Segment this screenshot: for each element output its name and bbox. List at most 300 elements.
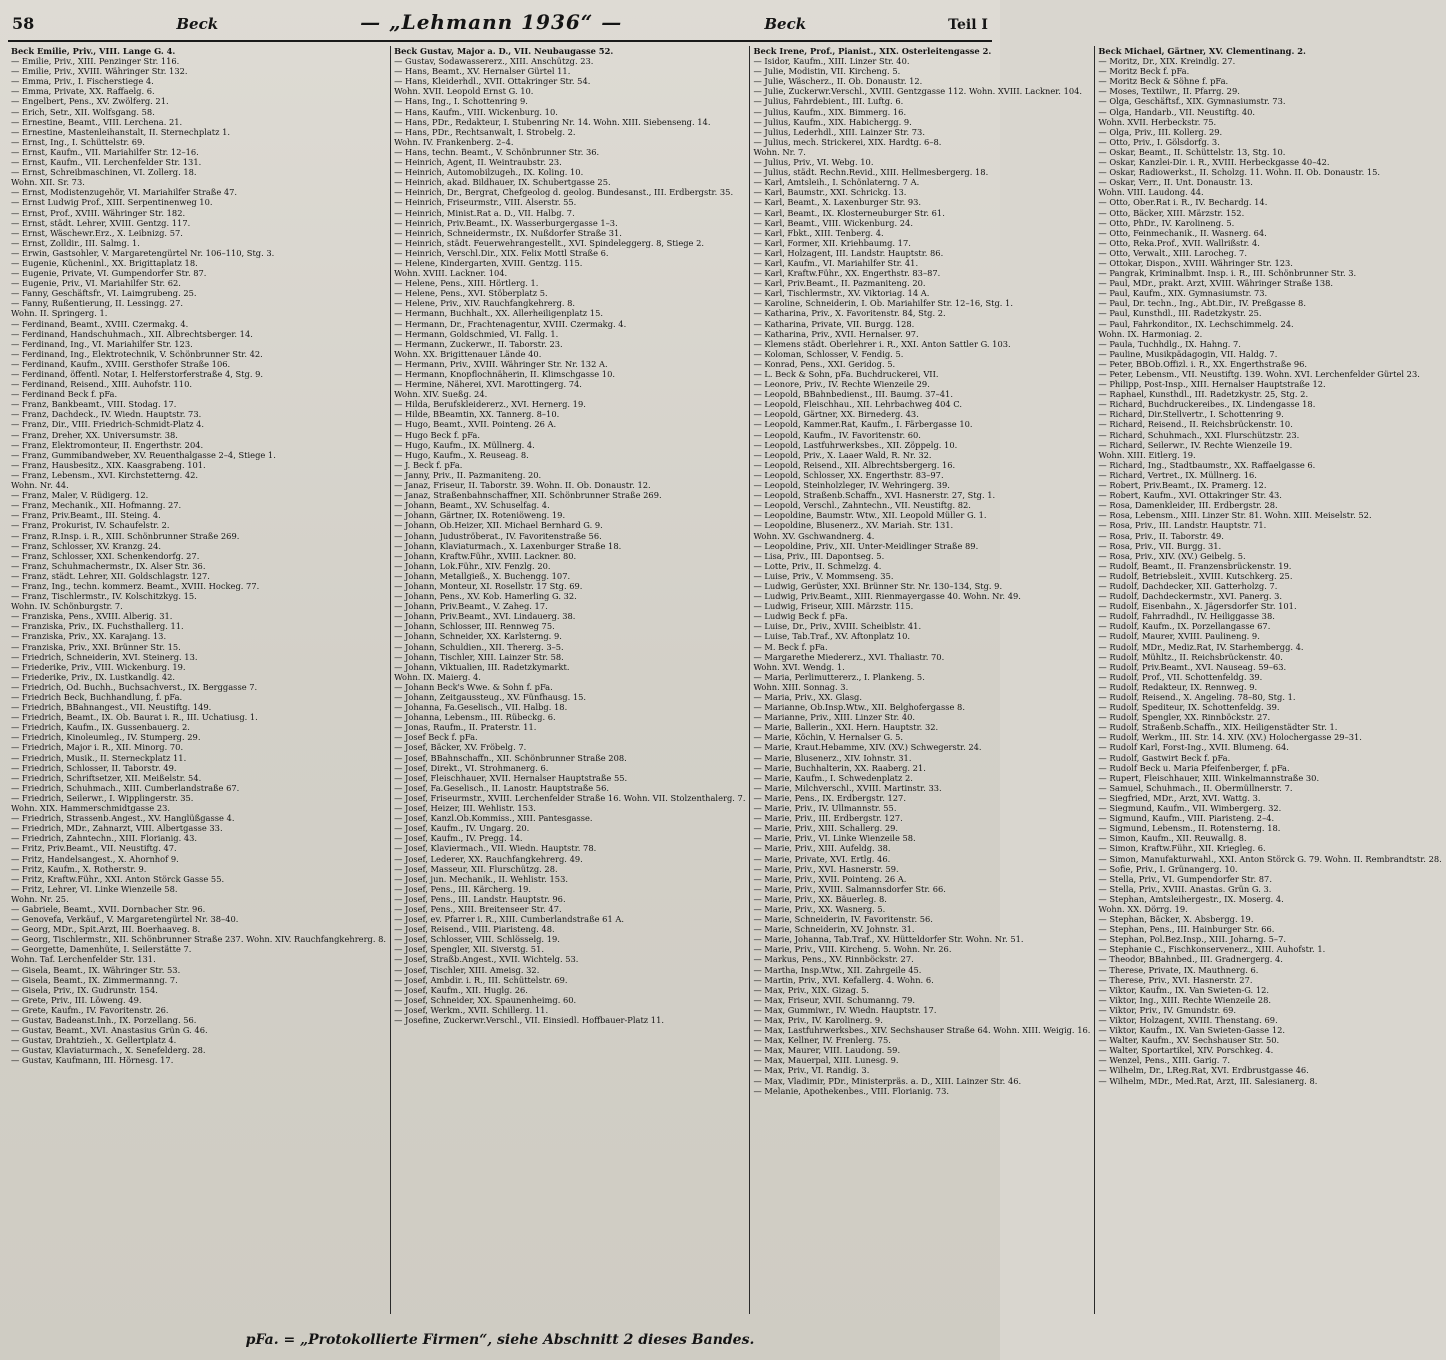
directory-entry: — Rudolf, Mühltz., II. Reichsbrückenstr. 40. xyxy=(1098,651,1283,662)
directory-entry: — Viktor, Kaufm., IX. Van Swieten-Gasse 12. xyxy=(1098,1025,1286,1036)
directory-entry: — Hilde, BBeamtin, XX. Tannerg. 8–10. xyxy=(394,409,560,420)
directory-entry: — Leopold, Straßenb.Schaffn., XVI. Hasnerstr. 27, Stg. 1. xyxy=(753,490,996,501)
directory-entry: — Johann, Tischler, XIII. Lainzer Str. 58. xyxy=(394,651,564,662)
directory-entry: — Peter, BBOb.Offizl. i. R., XX. Engerthstraße 96. xyxy=(1098,358,1308,369)
directory-entry: — Helene, Kindergarten, XVIII. Gentzg. 115. xyxy=(394,257,583,268)
directory-entry: — Johann, Viktualien, III. Radetzkymarkt. xyxy=(394,661,570,672)
directory-entry: — Richard, Ing., Stadtbaumstr., XX. Raffaelgasse 6. xyxy=(1098,459,1316,470)
directory-entry: — Heinrich, Verschl.Dir., XIX. Felix Mottl Straße 6. xyxy=(394,247,609,258)
directory-entry: — Stephanie C., Fischkonservenerz., XIII. Auhofstr. 1. xyxy=(1098,944,1326,955)
directory-entry: — Marie, Buchhalterin, XX. Raaberg. 21. xyxy=(753,762,926,773)
directory-entry: — Franz, Ing., techn. kommerz. Beamt., XVIII. Hockeg. 77. xyxy=(11,580,260,591)
directory-entry: — Franz, Elektromonteur, II. Engerthstr. 204. xyxy=(11,439,204,450)
directory-entry: — Marie, Johanna, Tab.Traf., XV. Hütteldorfer Str. Wohn. Nr. 51. xyxy=(753,934,1024,945)
directory-entry: — Heinrich, Priv.Beamt., IX. Wasserburgergasse 1–3. xyxy=(394,217,618,228)
directory-entry: — Siegfried, MDr., Arzt, XVI. Wattg. 3. xyxy=(1098,792,1261,803)
directory-entry: — Rudolf, Redakteur, IX. Rennweg. 9. xyxy=(1098,681,1258,692)
directory-entry: — Marie, Priv., XVI. Hasnerstr. 59. xyxy=(753,863,899,874)
directory-entry: — Franz, Schuhmachermstr., IX. Alser Str. 36. xyxy=(11,560,206,571)
directory-entry: — Maria, Priv., XX. Glasg. xyxy=(753,692,863,702)
directory-entry: — Otto, Bäcker, XIII. Märzstr. 152. xyxy=(1098,207,1245,218)
directory-entry: — Helene, Pens., XIII. Hörtlerg. 1. xyxy=(394,278,539,289)
directory-entry: — Moses, Textilwr., II. Pfarrg. 29. xyxy=(1098,86,1240,97)
directory-entry: — Hans, Kleiderhdl., XVII. Ottakringer Str. 54. xyxy=(394,76,591,87)
directory-entry: — Katharina, Private, VII. Burgg. 128. xyxy=(753,318,915,329)
directory-entry: — Karl, Beamt., X. Laxenburger Str. 93. xyxy=(753,197,922,208)
directory-entry: — Franz, Hausbesitz., XIX. Kaasgrabeng. 101. xyxy=(11,459,206,470)
directory-entry: — Johann, Beamt., XV. Schuselfag. 4. xyxy=(394,500,550,511)
directory-entry: — Otto, PhDr., IV. Karolineng. 5. xyxy=(1098,217,1235,228)
directory-entry: — Josef, Fa.Geselisch., II. Lanostr. Hauptstraße 56. xyxy=(394,782,609,793)
directory-entry: — Peter, Lebensm., VII. Neustiftg. 139. Wohn. XVI. Lerchenfelder Gürtel 23. xyxy=(1098,369,1420,379)
directory-entry: — Marie, Priv., XIII. Aufeldg. 38. xyxy=(753,843,891,854)
directory-entry: — Max, Vladimir, PDr., Ministerpräs. a. D., XIII. Lainzer Str. 46. xyxy=(753,1075,1022,1086)
directory-entry: — Marie, Priv., VIII. Kircheng. 5. Wohn. Nr. 26. xyxy=(753,944,952,955)
directory-entry: — Paul, MDr., prakt. Arzt, XVIII. Währinger Straße 138. xyxy=(1098,278,1334,289)
directory-entry: — Max, Lastfuhrwerksbes., XIV. Sechshauser Straße 64. Wohn. XIII. Weigig. 16. xyxy=(753,1025,1091,1036)
directory-entry: — Moritz Beck & Söhne f. pFa. xyxy=(1098,76,1229,87)
directory-entry: — Rudolf, Kaufm., IX. Porzellangasse 67. xyxy=(1098,621,1271,632)
directory-entry: — Viktor, Priv., IV. Gmundstr. 69. xyxy=(1098,1004,1237,1015)
directory-entry: — Johann Beck's Wwe. & Sohn f. pFa. xyxy=(394,681,553,692)
directory-entry: — Rudolf, Beamt., II. Franzensbrückenstr. 19. xyxy=(1098,560,1292,571)
directory-entry: — Josef, Schneider, XX. Spaunenheimg. 60. xyxy=(394,994,577,1005)
directory-entry: — Friedrich, MDr., Zahnarzt, VIII. Albertgasse 33. xyxy=(11,823,223,834)
directory-entry: — Franziska, Priv., XXI. Brünner Str. 15. xyxy=(11,641,181,652)
directory-entry: — Johann, Lok.Führ., XIV. Fenzlg. 20. xyxy=(394,560,551,571)
directory-entry: Wohn. IX. Maierg. 4. xyxy=(394,671,481,682)
directory-entry: — Leopoldine, Baumstr. Wtw., XII. Leopold Müller G. 1. xyxy=(753,510,987,521)
directory-entry: — Rudolf, Straßenb.Schaffn., XIX. Heiligenstädter Str. 1. xyxy=(1098,722,1338,733)
directory-entry: — Ernestine, Beamt., VIII. Lerchena. 21. xyxy=(11,116,183,127)
directory-entry: — Max, Friseur, XVII. Schumanng. 79. xyxy=(753,994,916,1005)
directory-entry: — Ferdinand, Ing., VI. Mariahilfer Str. 123. xyxy=(11,338,193,349)
directory-entry: — Heinrich, Dr., Bergrat, Chefgeolog d. geolog. Bundesanst., III. Erdbergstr. 35. xyxy=(394,187,734,198)
directory-entry: — Walter, Sportartikel, XIV. Porschkeg. 4. xyxy=(1098,1045,1274,1056)
directory-entry: — Julie, Wäscherz., II. Ob. Donaustr. 12. xyxy=(753,76,923,87)
directory-entry: — Rudolf, Spediteur, IX. Schottenfeldg. 39. xyxy=(1098,702,1280,713)
column-1 xyxy=(8,46,391,1314)
directory-entry: — Leopold, Kaufm., IV. Favoritenstr. 60. xyxy=(753,429,921,440)
directory-entry: — Karl, Beamt., IX. Klosterneuburger Str. 61. xyxy=(753,207,945,218)
directory-entry: — Rudolf, Fahrradhdl., IV. Heiliggasse 38. xyxy=(1098,611,1275,622)
directory-entry: — Josef, Reisend., VIII. Piaristeng. 48. xyxy=(394,924,555,935)
directory-entry: — Gustav, Kaufmann, III. Hörnesg. 17. xyxy=(11,1055,174,1066)
directory-entry: Wohn. XII. Sr. 73. xyxy=(11,177,85,188)
directory-entry: Wohn. XIX. Hammerschmidtgasse 23. xyxy=(11,803,171,814)
directory-entry: — M. Beck f. pFa. xyxy=(753,641,828,652)
directory-entry: — Stephan, Bäcker, X. Absbergg. 19. xyxy=(1098,914,1254,925)
directory-entry: — Hugo, Kaufm., IX. Müllnerg. 4. xyxy=(394,439,535,450)
directory-entry: — Johanna, Lebensm., III. Rübeckg. 6. xyxy=(394,712,556,723)
directory-entry: — Johann, Ob.Heizer, XII. Michael Bernhard G. 9. xyxy=(394,520,603,531)
directory-entry: — Josef, Lederer, XX. Rauchfangkehrerg. 49. xyxy=(394,853,583,864)
directory-entry: — Franz, Mechanik., XII. Hofmanng. 27. xyxy=(11,500,182,511)
directory-entry: — Karl, Baumstr., XXI. Schrickg. 13. xyxy=(753,187,907,198)
directory-entry: — Heinrich, akad. Bildhauer, IX. Schubertgasse 25. xyxy=(394,177,611,188)
directory-entry: — Johann, Kraftw.Führ., XVIII. Lackner. 80. xyxy=(394,550,577,561)
footer-note: pFa. = „Protokollierte Firmen“, siehe Abschnitt 2 dieses Bandes. xyxy=(245,1332,755,1348)
directory-entry: — Ferdinand, Kaufm., XVIII. Gersthofer Straße 106. xyxy=(11,358,231,369)
directory-entry: — Josef, Spengler, XII. Siverstg. 51. xyxy=(394,944,544,955)
directory-entry: — Karl, Beamt., VIII. Wickenburg. 24. xyxy=(753,217,913,228)
directory-entry: — Rudolf, Maurer, XVIII. Paulineng. 9. xyxy=(1098,631,1260,642)
directory-entry: — Ernestine, Mastenleihanstalt, II. Sternechplatz 1. xyxy=(11,126,231,137)
directory-entry: — Leopold, Priv., X. Laaer Wald, R. Nr. 32. xyxy=(753,449,932,460)
directory-entry: — Marie, Kaufm., I. Schwedenplatz 2. xyxy=(753,772,913,783)
directory-entry: — Karl, Kraftw.Führ., XX. Engerthstr. 83–87. xyxy=(753,268,941,279)
directory-entry: — Hermann, Priv., XVIII. Währinger Str. Nr. 132 A. xyxy=(394,358,608,369)
directory-entry: — Helene, Priv., XIV. Rauchfangkehrerg. 8. xyxy=(394,298,576,309)
directory-entry: — Samuel, Schuhmach., II. Obermüllnerstr. 7. xyxy=(1098,782,1293,793)
directory-entry: — Ernst Ludwig Prof., XIII. Serpentinenweg 10. xyxy=(11,197,213,208)
directory-entry: Wohn. XIII. Eitlerg. 19. xyxy=(1098,449,1196,460)
directory-entry: — Karl, Priv.Beamt., II. Pazmaniteng. 20. xyxy=(753,278,926,289)
directory-entry: — Margarethe Miedererz., XVI. Thaliastr. 70. xyxy=(753,651,945,662)
part-label: Teil I xyxy=(948,17,988,33)
directory-entry: — Konrad, Pens., XXI. Geridog. 5. xyxy=(753,358,896,369)
directory-entry: — Josef, ev. Pfarrer i. R., XIII. Cumberlandstraße 61 A. xyxy=(394,914,624,925)
directory-entry: — Siegmund, Kaufm., VII. Wimbergerg. 32. xyxy=(1098,803,1282,814)
directory-entry: — Ernst, städt. Lehrer, XVIII. Gentzg. 117. xyxy=(11,217,191,228)
directory-entry: — Franz, Schlosser, XV. Kranzg. 24. xyxy=(11,540,161,551)
directory-entry: — Heinrich, städt. Feuerwehrangestellt., XVI. Spindeleggerg. 8, Stiege 2. xyxy=(394,237,705,248)
directory-entry: — Friederike, Priv., VIII. Wickenburg. 19. xyxy=(11,661,186,672)
directory-entry: — Fritz, Kaufm., X. Rotherstr. 9. xyxy=(11,863,147,874)
directory-entry: — Lisa, Priv., III. Dapontseg. 5. xyxy=(753,550,885,561)
directory-entry: — Oskar, Radiowerkst., II. Scholzg. 11. Wohn. II. Ob. Donaustr. 15. xyxy=(1098,167,1381,178)
directory-entry: — Walter, Kaufm., XV. Sechshauser Str. 50. xyxy=(1098,1035,1280,1046)
column-4 xyxy=(1095,46,1445,1314)
directory-entry: — Ludwig, Priv.Beamt., XIII. Rienmayergasse 40. Wohn. Nr. 49. xyxy=(753,591,1021,602)
directory-entry: — Josef, BBahnschaffn., XII. Schönbrunner Straße 208. xyxy=(394,752,627,763)
directory-entry: Wohn. XV. Gschwandnerg. 4. xyxy=(753,530,875,541)
directory-entry: — Franziska, Priv., IX. Fuchsthallerg. 11. xyxy=(11,621,184,632)
directory-entry: — Otto, Feinmechanik., II. Wasnerg. 64. xyxy=(1098,227,1267,238)
directory-entry: — Gustav, Klaviaturmach., X. Senefelderg. 28. xyxy=(11,1045,206,1056)
directory-entry: — Marie, Schneiderin, XV. Johnstr. 31. xyxy=(753,924,915,935)
directory-entry: — Georg, MDr., Spit.Arzt, III. Boerhaaveg. 8. xyxy=(11,924,201,935)
directory-entry: Wohn. XVIII. Lackner. 104. xyxy=(394,268,508,279)
directory-entry: — Josef Beck f. pFa. xyxy=(394,732,478,743)
directory-entry: Wohn. XIII. Sonnag. 3. xyxy=(753,681,849,692)
directory-entry: — Oskar, Kanzlei-Dir. i. R., XVIII. Herbeckgasse 40–42. xyxy=(1098,157,1330,168)
directory-entry: — Gustav, Badeanst.Inh., IX. Porzellang. 56. xyxy=(11,1015,197,1025)
directory-entry: — Josef, Pens., XIII. Breitenseer Str. 47. xyxy=(394,903,562,914)
directory-entry: — Leopold, Kammer.Rat, Kaufm., I. Färbergasse 10. xyxy=(753,419,973,430)
directory-entry: — Ernst, Ing., I. Schüttelstr. 69. xyxy=(11,136,145,147)
directory-entry: — Marie, Priv., VI. Linke Wienzeile 58. xyxy=(753,833,916,844)
directory-entry: — Janny, Priv., II. Pazmaniteng. 20. xyxy=(394,469,542,480)
directory-entry: — Erwin, Gastsohler, V. Margaretengürtel Nr. 106–110, Stg. 3. xyxy=(11,247,275,258)
directory-entry: Wohn. XVI. Wendg. 1. xyxy=(753,661,845,672)
directory-entry: — Josef, Schlosser, VIII. Schlösselg. 19. xyxy=(394,934,560,945)
directory-entry: — Leopold, Steinholzleger, IV. Wehringerg. 39. xyxy=(753,480,950,491)
directory-entry: — Johann, Schuldien., XII. Thererg. 3–5. xyxy=(394,641,564,652)
directory-entry: — Josef, Ambdir. i. R., III. Schüttelstr. 69. xyxy=(394,974,568,985)
directory-entry: — Karoline, Schneiderin, I. Ob. Mariahilfer Str. 12–16, Stg. 1. xyxy=(753,298,1013,309)
directory-entry: — Friedrich Beck, Buchhandlung, f. pFa. xyxy=(11,692,183,702)
directory-entry: — Stella, Priv., XVIII. Anastas. Grün G. 3. xyxy=(1098,883,1272,894)
directory-entry: — Franz, Dir., VIII. Friedrich-Schmidt-Platz 4. xyxy=(11,419,205,430)
directory-entry: — Richard, Seilerwr., IV. Rechte Wienzeile 19. xyxy=(1098,439,1293,450)
directory-entry: — Johann, Gärtner, IX. Roteniöweng. 19. xyxy=(394,510,566,521)
directory-entry: — Franz, Bankbeamt., VIII. Stodag. 17. xyxy=(11,399,177,410)
directory-entry: Beck Irene, Prof., Pianist., XIX. Osterleitengasse 2. xyxy=(753,46,992,56)
directory-entry: — Luise, Priv., V. Mommseng. 35. xyxy=(753,570,894,581)
directory-entry: — Friedrich, Kinoleumleg., IV. Stumperg. 29. xyxy=(11,732,201,743)
directory-entry: — Melanie, Apothekenbes., VIII. Florianig. 73. xyxy=(753,1085,949,1096)
directory-entry: — Oskar, Beamt., II. Schüttelstr. 13, Stg. 10. xyxy=(1098,146,1286,157)
directory-entry: — Janaz, Friseur, II. Taborstr. 39. Wohn. II. Ob. Donaustr. 12. xyxy=(394,480,651,491)
directory-entry: — Isidor, Kaufm., XIII. Linzer Str. 40. xyxy=(753,56,910,67)
directory-entry: — Fritz, Handelsangest., X. Ahornhof 9. xyxy=(11,853,179,864)
directory-entry: — Ferdinand Beck f. pFa. xyxy=(11,389,118,400)
directory-entry: — Fritz, Priv.Beamt., VII. Neustiftg. 47. xyxy=(11,843,177,854)
directory-entry: — Leonore, Priv., IV. Rechte Wienzeile 29. xyxy=(753,379,930,390)
directory-entry: — Rudolf Karl, Forst-Ing., XVII. Blumeng. 64. xyxy=(1098,742,1289,753)
directory-entry: — Georgette, Damenhüte, I. Seilerstätte 7. xyxy=(11,944,192,955)
page-header xyxy=(8,10,992,42)
directory-entry: — Pangrak, Kriminalbmt. Insp. i. R., III. Schönbrunner Str. 3. xyxy=(1098,268,1357,279)
directory-entry: — Ernst, Wäschewr.Erz., X. Leibnizg. 57. xyxy=(11,227,183,238)
directory-entry: — Johann, Priv.Beamt., V. Zaheg. 17. xyxy=(394,601,548,612)
directory-entry: — Karl, Amtsleih., I. Schönlaterng. 7 A. xyxy=(753,177,920,188)
directory-entry: — Johann, Schlosser, III. Rennweg 75. xyxy=(394,621,555,632)
directory-entry: — Josefine, Zuckerwr.Verschl., VII. Einsiedl. Hoffbauer-Platz 11. xyxy=(394,1015,664,1025)
directory-entry: — Marie, Priv., XVIII. Salmannsdorfer Str. 66. xyxy=(753,883,946,894)
directory-entry: — Grete, Priv., III. Löweng. 49. xyxy=(11,994,142,1005)
directory-entry: — Rudolf, Dachdeckermstr., XVI. Panerg. 3. xyxy=(1098,591,1283,602)
column-3 xyxy=(750,46,1095,1314)
directory-entry: — Leopold, Reisend., XII. Albrechtsbergerg. 16. xyxy=(753,459,956,470)
directory-entry: — Stephan, Pol.Bez.Insp., XIII. Joharng. 5–7. xyxy=(1098,934,1287,945)
directory-entry: — Paul, Kaufm., XIX. Gymnasiumstr. 73. xyxy=(1098,288,1268,299)
directory-entry: — Sofie, Priv., I. Grünangerg. 10. xyxy=(1098,863,1238,874)
directory-entry: — Hermann, Dr., Frachtenagentur, XVIII. Czermakg. 4. xyxy=(394,318,627,329)
directory-entry: — Fritz, Kraftw.Führ., XXI. Anton Störck Gasse 55. xyxy=(11,873,225,884)
directory-entry: Wohn. Taf. Lerchenfelder Str. 131. xyxy=(11,954,156,965)
directory-entry: — Richard, Buchdruckereibes., IX. Lindengasse 18. xyxy=(1098,399,1316,410)
directory-entry: — Josef, Pens., III. Landstr. Hauptstr. 96. xyxy=(394,893,566,904)
directory-entry: — Stephan, Amtsleihergestr., IX. Moserg. 4. xyxy=(1098,893,1284,904)
directory-entry: — Max, Priv., IV. Karolinerg. 9. xyxy=(753,1015,883,1025)
directory-entry: — Therese, Private, IX. Mauthnerg. 6. xyxy=(1098,964,1259,975)
directory-entry: — Josef, Kaufm., XII. Huglg. 26. xyxy=(394,984,528,995)
directory-entry: — Johann, Zeitgaussteug., XV. Fünfhausg. 15. xyxy=(394,692,587,702)
directory-entry: — Emilie, Priv., XIII. Penzinger Str. 116. xyxy=(11,56,180,67)
directory-entry: — Hugo, Kaufm., X. Reuseag. 8. xyxy=(394,449,529,460)
directory-entry: — Franziska, Pens., XVIII. Alberig. 31. xyxy=(11,611,173,622)
directory-entry: — Ludwig, Gerüster, XXI. Brünner Str. Nr. 130–134, Stg. 9. xyxy=(753,580,1003,591)
directory-entry: — Franz, Schlosser, XXI. Schenkendorfg. 27. xyxy=(11,550,200,561)
directory-entry: — Johann, Schneider, XX. Karlsterng. 9. xyxy=(394,631,562,642)
directory-entry: — Paul, Kunsthdl., III. Radetzkystr. 25. xyxy=(1098,308,1262,319)
directory-entry: — Simon, Manufakturwahl., XXI. Anton Störck G. 79. Wohn. II. Rembrandtstr. 28. xyxy=(1098,853,1442,864)
directory-entry: — Franz, Priv.Beamt., III. Steing. 4. xyxy=(11,510,161,521)
directory-entry: — Wilhelm, Dr., LReg.Rat, XVI. Erdbrustgasse 46. xyxy=(1098,1065,1309,1076)
directory-entry: — Josef, Werkm., XVII. Schillerg. 11. xyxy=(394,1004,549,1015)
directory-entry: — Ernst, Zolldir., III. Salmg. 1. xyxy=(11,237,140,248)
directory-entry: — Raphael, Kunsthdl., III. Radetzkystr. 25, Stg. 2. xyxy=(1098,389,1309,400)
directory-entry: — Wilhelm, MDr., Med.Rat, Arzt, III. Salesianerg. 8. xyxy=(1098,1075,1318,1086)
directory-entry: — Eugenie, Kücheninl., XX. Brigittaplatz 18. xyxy=(11,257,198,268)
directory-entry: — Gabriele, Beamt., XVII. Dornbacher Str. 96. xyxy=(11,903,206,914)
directory-entry: — Koloman, Schlosser, V. Fendig. 5. xyxy=(753,348,904,359)
directory-entry: — Johanna, Fa.Geselisch., VII. Halbg. 18. xyxy=(394,702,568,713)
directory-entry: — Hermann, Goldschmied, VI. Fallg. 1. xyxy=(394,328,559,339)
directory-entry: — Karl, Tischlermstr., XV. Viktoriag. 14 A. xyxy=(753,288,930,299)
directory-entry: — Hermann, Knopflochnäherin, II. Klimschgasse 10. xyxy=(394,369,615,379)
directory-entry: — Hugo, Beamt., XVII. Pointeng. 26 A. xyxy=(394,419,557,430)
directory-entry: — Fanny, Geschäftsfr., VI. Laimgrubeng. 25. xyxy=(11,288,197,299)
directory-entry: — Heinrich, Friseurmstr., VIII. Alserstr. 55. xyxy=(394,197,577,208)
directory-entry: — Stella, Priv., VI. Gumpendorfer Str. 87. xyxy=(1098,873,1272,884)
directory-entry: — Richard, Schuhmach., XXI. Flurschützstr. 23. xyxy=(1098,429,1300,440)
directory-entry: — Julie, Zuckerwr.Verschl., XVIII. Gentzgasse 112. Wohn. XVIII. Lackner. 104. xyxy=(753,86,1083,97)
directory-entry: — Heinrich, Automobilzugeh., IX. Koling. 10. xyxy=(394,167,584,178)
directory-entry: — Ludwig Beck f. pFa. xyxy=(753,611,848,622)
directory-entry: — Marianne, Priv., XIII. Linzer Str. 40. xyxy=(753,712,916,723)
directory-entry: — Marie, Milchverschl., XVIII. Martinstr. 33. xyxy=(753,782,942,793)
directory-entry: — Viktor, Holzagent, XVIII. Thenstang. 69. xyxy=(1098,1015,1278,1025)
directory-entry: — Hermine, Näherei, XVI. Marottingerg. 74. xyxy=(394,379,582,390)
directory-entry: — Engelbert, Pens., XV. Zwölferg. 21. xyxy=(11,96,169,107)
directory-entry: — Johann, Monteur, XI. Rosellstr. 17 Stg. 69. xyxy=(394,580,583,591)
directory-entry: Wohn. XX. Brigittenauer Lände 40. xyxy=(394,348,542,359)
directory-entry: — Ferdinand, öffentl. Notar, I. Helferstorferstraße 4, Stg. 9. xyxy=(11,369,264,379)
directory-entry: — Gisela, Beamt., IX. Währinger Str. 53. xyxy=(11,964,181,975)
directory-entry: — Martin, Priv., XVI. Kefallerg. 4. Wohn. 6. xyxy=(753,974,934,985)
directory-entry: — Katharina, Priv., XVII. Hernalser. 97. xyxy=(753,328,919,339)
directory-entry: Wohn. Nr. 25. xyxy=(11,893,69,904)
directory-entry: — Leopold, BBahnbedienst., III. Baumg. 37–41. xyxy=(753,389,953,400)
directory-entry: — Marie, Köchin, V. Hernalser G. 5. xyxy=(753,732,904,743)
directory-entry: — Josef, Kanzl.Ob.Kommiss., XIII. Pantesgasse. xyxy=(394,813,593,824)
directory-entry: — Rudolf, Betriebsleit., XVIII. Kutschkerg. 25. xyxy=(1098,570,1293,581)
directory-entry: — Luise, Dr., Priv., XVIII. Scheiblstr. 41. xyxy=(753,621,922,632)
directory-entry: — Simon, Kaufm., XII. Reuwallg. 8. xyxy=(1098,833,1247,844)
directory-entry: — Fritz, Lehrer, VI. Linke Wienzeile 58. xyxy=(11,883,178,894)
directory-entry: — Rudolf, MDr., Mediz.Rat, IV. Starhembergg. 4. xyxy=(1098,641,1304,652)
directory-entry: — Hans, PDr., Rechtsanwalt, I. Strobelg. 2. xyxy=(394,126,576,137)
directory-entry: — Jonas, Raufm., II. Praterstr. 11. xyxy=(394,722,537,733)
directory-entry: — Hilda, Berufskleidererz., XVI. Hernerg. 19. xyxy=(394,399,586,410)
directory-entry: — Josef, Fleischhauer, XVII. Hernalser Hauptstraße 55. xyxy=(394,772,628,783)
directory-entry: — Franz, Maler, V. Rüdigerg. 12. xyxy=(11,490,149,501)
directory-entry: — Josef, Straßb.Angest., XVII. Wichtelg. 53. xyxy=(394,954,579,965)
directory-entry: — Friedrich, Major i. R., XII. Minorg. 70. xyxy=(11,742,184,753)
directory-entry: — L. Beck & Sohn, pFa. Buchdruckerei, VII. xyxy=(753,369,939,379)
directory-entry: — Karl, Former, XII. Kriehbaumg. 17. xyxy=(753,237,911,248)
directory-entry: — Klemens städt. Oberlehrer i. R., XXI. Anton Sattler G. 103. xyxy=(753,338,1011,349)
directory-entry: — Friedrich, Musik., II. Sterneckplatz 11. xyxy=(11,752,187,763)
directory-entry: — Olga, Geschäftsf., XIX. Gymnasiumstr. 73. xyxy=(1098,96,1286,107)
right-keyword: Beck xyxy=(764,15,807,33)
directory-entry: — Paula, Tuchhdlg., IX. Hahng. 7. xyxy=(1098,338,1241,349)
directory-entry: — Rosa, Priv., VII. Burgg. 31. xyxy=(1098,540,1222,551)
directory-entry: — Simon, Kraftw.Führ., XII. Kriegleg. 6. xyxy=(1098,843,1266,854)
directory-entry: — Hans, Ing., I. Schottenring 9. xyxy=(394,96,528,107)
directory-entry: — Genovefa, Verkäuf., V. Margaretengürtel Nr. 38–40. xyxy=(11,914,239,925)
directory-entry: — Katharina, Priv., X. Favoritenstr. 84, Stg. 2. xyxy=(753,308,946,319)
directory-entry: — Hans, PDr., Redakteur, I. Stubenring Nr. 14. Wohn. XIII. Siebenseng. 14. xyxy=(394,116,711,127)
directory-entry: — Rudolf, Reisend., X. Angeling. 78–80, Stg. 1. xyxy=(1098,692,1296,702)
directory-entry: — Heinrich, Agent, II. Weintraubstr. 23. xyxy=(394,157,562,168)
directory-entry: — Max, Priv., XIX. Gizag. 5. xyxy=(753,984,870,995)
directory-entry: — Emma, Priv., I. Fischerstiege 4. xyxy=(11,76,154,87)
directory-entry: — Helene, Pens., XVI. Stöberplatz 5. xyxy=(394,288,548,299)
directory-entry: — Karl, Kaufm., VI. Mariahilfer Str. 41. xyxy=(753,257,919,268)
directory-entry: Wohn. XVII. Leopold Ernst G. 10. xyxy=(394,86,534,97)
directory-entry: — Johann, Metallgieß., X. Buchengg. 107. xyxy=(394,570,571,581)
directory-entry: — Pauline, Musikpädagogin, VII. Haldg. 7. xyxy=(1098,348,1278,359)
directory-entry: — Rudolf, Dachdecker, XII. Gatterholzg. 7. xyxy=(1098,580,1278,591)
directory-entry: — Richard, Dir.Stellvertr., I. Schottenring 9. xyxy=(1098,409,1284,420)
directory-entry: — Rudolf Beck u. Maria Pfeifenberger, f. pFa. xyxy=(1098,762,1290,773)
directory-entry: — Philipp, Post-Insp., XIII. Hernalser Hauptstraße 12. xyxy=(1098,379,1326,390)
directory-entry: — Moritz Beck f. pFa. xyxy=(1098,66,1190,77)
directory-entry: — Leopold, Lastfuhrwerksbes., XII. Zöppelg. 10. xyxy=(753,439,958,450)
directory-entry: — Julius, Kaufm., XIX. Habichergg. 9. xyxy=(753,116,912,127)
directory-entry: — Franz, R.Insp. i. R., XIII. Schönbrunner Straße 269. xyxy=(11,530,240,541)
directory-entry: Wohn. Nr. 7. xyxy=(753,146,806,157)
directory-entry: — Marie, Priv., XVII. Pointeng. 26 A. xyxy=(753,873,907,884)
directory-entry: — Friedrich, Schneiderin, XVI. Steinerg. 13. xyxy=(11,651,198,662)
directory-entry: — Gustav, Sodawassererz., XIII. Anschützg. 23. xyxy=(394,56,594,67)
directory-entry: — Josef, Heizer, III. Wehlistr. 153. xyxy=(394,803,536,814)
directory-entry: — Josef, Tischler, XIII. Ameisg. 32. xyxy=(394,964,540,975)
directory-entry: — Emilie, Priv., XVIII. Währinger Str. 132. xyxy=(11,66,188,77)
directory-entry: — Sigmund, Kaufm., VIII. Piaristeng. 2–4. xyxy=(1098,813,1275,824)
directory-entry: — Ferdinand, Handschuhmach., XII. Albrechtsberger. 14. xyxy=(11,328,253,339)
directory-entry: — Marianne, Ob.Insp.Wtw., XII. Belghofergasse 8. xyxy=(753,702,965,713)
directory-entry: Wohn. XIV. Sueßg. 24. xyxy=(394,389,488,400)
directory-entry: — Hermann, Zuckerwr., II. Taborstr. 23. xyxy=(394,338,563,349)
directory-entry: — Stephan, Pens., III. Hainburger Str. 66. xyxy=(1098,924,1275,935)
directory-entry: — Leopold, Verschl., Zahntechn., VII. Neustiftg. 82. xyxy=(753,500,971,511)
directory-entry: — Georg, Tischlermstr., XII. Schönbrunner Straße 237. Wohn. XIV. Rauchfangkehrerg. 8. xyxy=(11,934,387,945)
directory-entry: Wohn. IX. Harmoniag. 2. xyxy=(1098,328,1203,339)
directory-entry: — Rosa, Priv., III. Landstr. Hauptstr. 71. xyxy=(1098,520,1267,531)
directory-entry: — Rupert, Fleischhauer, XIII. Winkelmannstraße 30. xyxy=(1098,772,1320,783)
column-2 xyxy=(391,46,750,1314)
directory-entry: — Grete, Kaufm., IV. Favoritenstr. 26. xyxy=(11,1004,169,1015)
directory-entry: — Viktor, Kaufm., IX. Van Swieten-G. 12. xyxy=(1098,984,1270,995)
directory-entry: — Therese, Priv., XVI. Hasnerstr. 27. xyxy=(1098,974,1253,985)
directory-entry: — Richard, Vertret., IX. Müllnerg. 16. xyxy=(1098,469,1257,480)
directory-entry: Wohn. II. Springerg. 1. xyxy=(11,308,108,319)
directory-entry: — Marie, Ballerin., XXI. Hern. Hauptstr. 32. xyxy=(753,722,939,733)
directory-entry: — Gustav, Beamt., XVI. Anastasius Grün G. 46. xyxy=(11,1025,208,1036)
page-number: 58 xyxy=(12,14,35,33)
directory-entry: — Friedrich, Od. Buchh., Buchsachverst., IX. Berggasse 7. xyxy=(11,681,258,692)
directory-entry: — Leopoldine, Blusenerz., XV. Mariah. Str. 131. xyxy=(753,520,954,531)
directory-entry: Wohn. IV. Frankenberg. 2–4. xyxy=(394,136,514,147)
directory-entry: — Max, Maurer, VIII. Laudong. 59. xyxy=(753,1045,901,1056)
directory-entry: — Ernst, Prof., XVIII. Währinger Str. 182. xyxy=(11,207,186,218)
directory-entry: — Theodor, BBahnbed., III. Gradnergerg. 4. xyxy=(1098,954,1283,965)
directory-columns xyxy=(8,46,1442,1314)
directory-entry: — Hermann, Buchhalt., XX. Allerheiligenplatz 15. xyxy=(394,308,603,319)
directory-entry: — Julie, Modistin, VII. Kircheng. 5. xyxy=(753,66,901,77)
directory-entry: — Hans, techn. Beamt., V. Schönbrunner Str. 36. xyxy=(394,146,600,157)
directory-entry: — J. Beck f. pFa. xyxy=(394,459,463,470)
directory-entry: — Otto, Ober.Rat i. R., IV. Bechardg. 14. xyxy=(1098,197,1268,208)
directory-entry: — Johann, Pens., XV. Kob. Hamerling G. 32. xyxy=(394,591,577,602)
directory-entry: — Josef, Pens., III. Kärcherg. 19. xyxy=(394,883,532,894)
directory-entry: — Marie, Priv., XIII. Schallerg. 29. xyxy=(753,823,899,834)
